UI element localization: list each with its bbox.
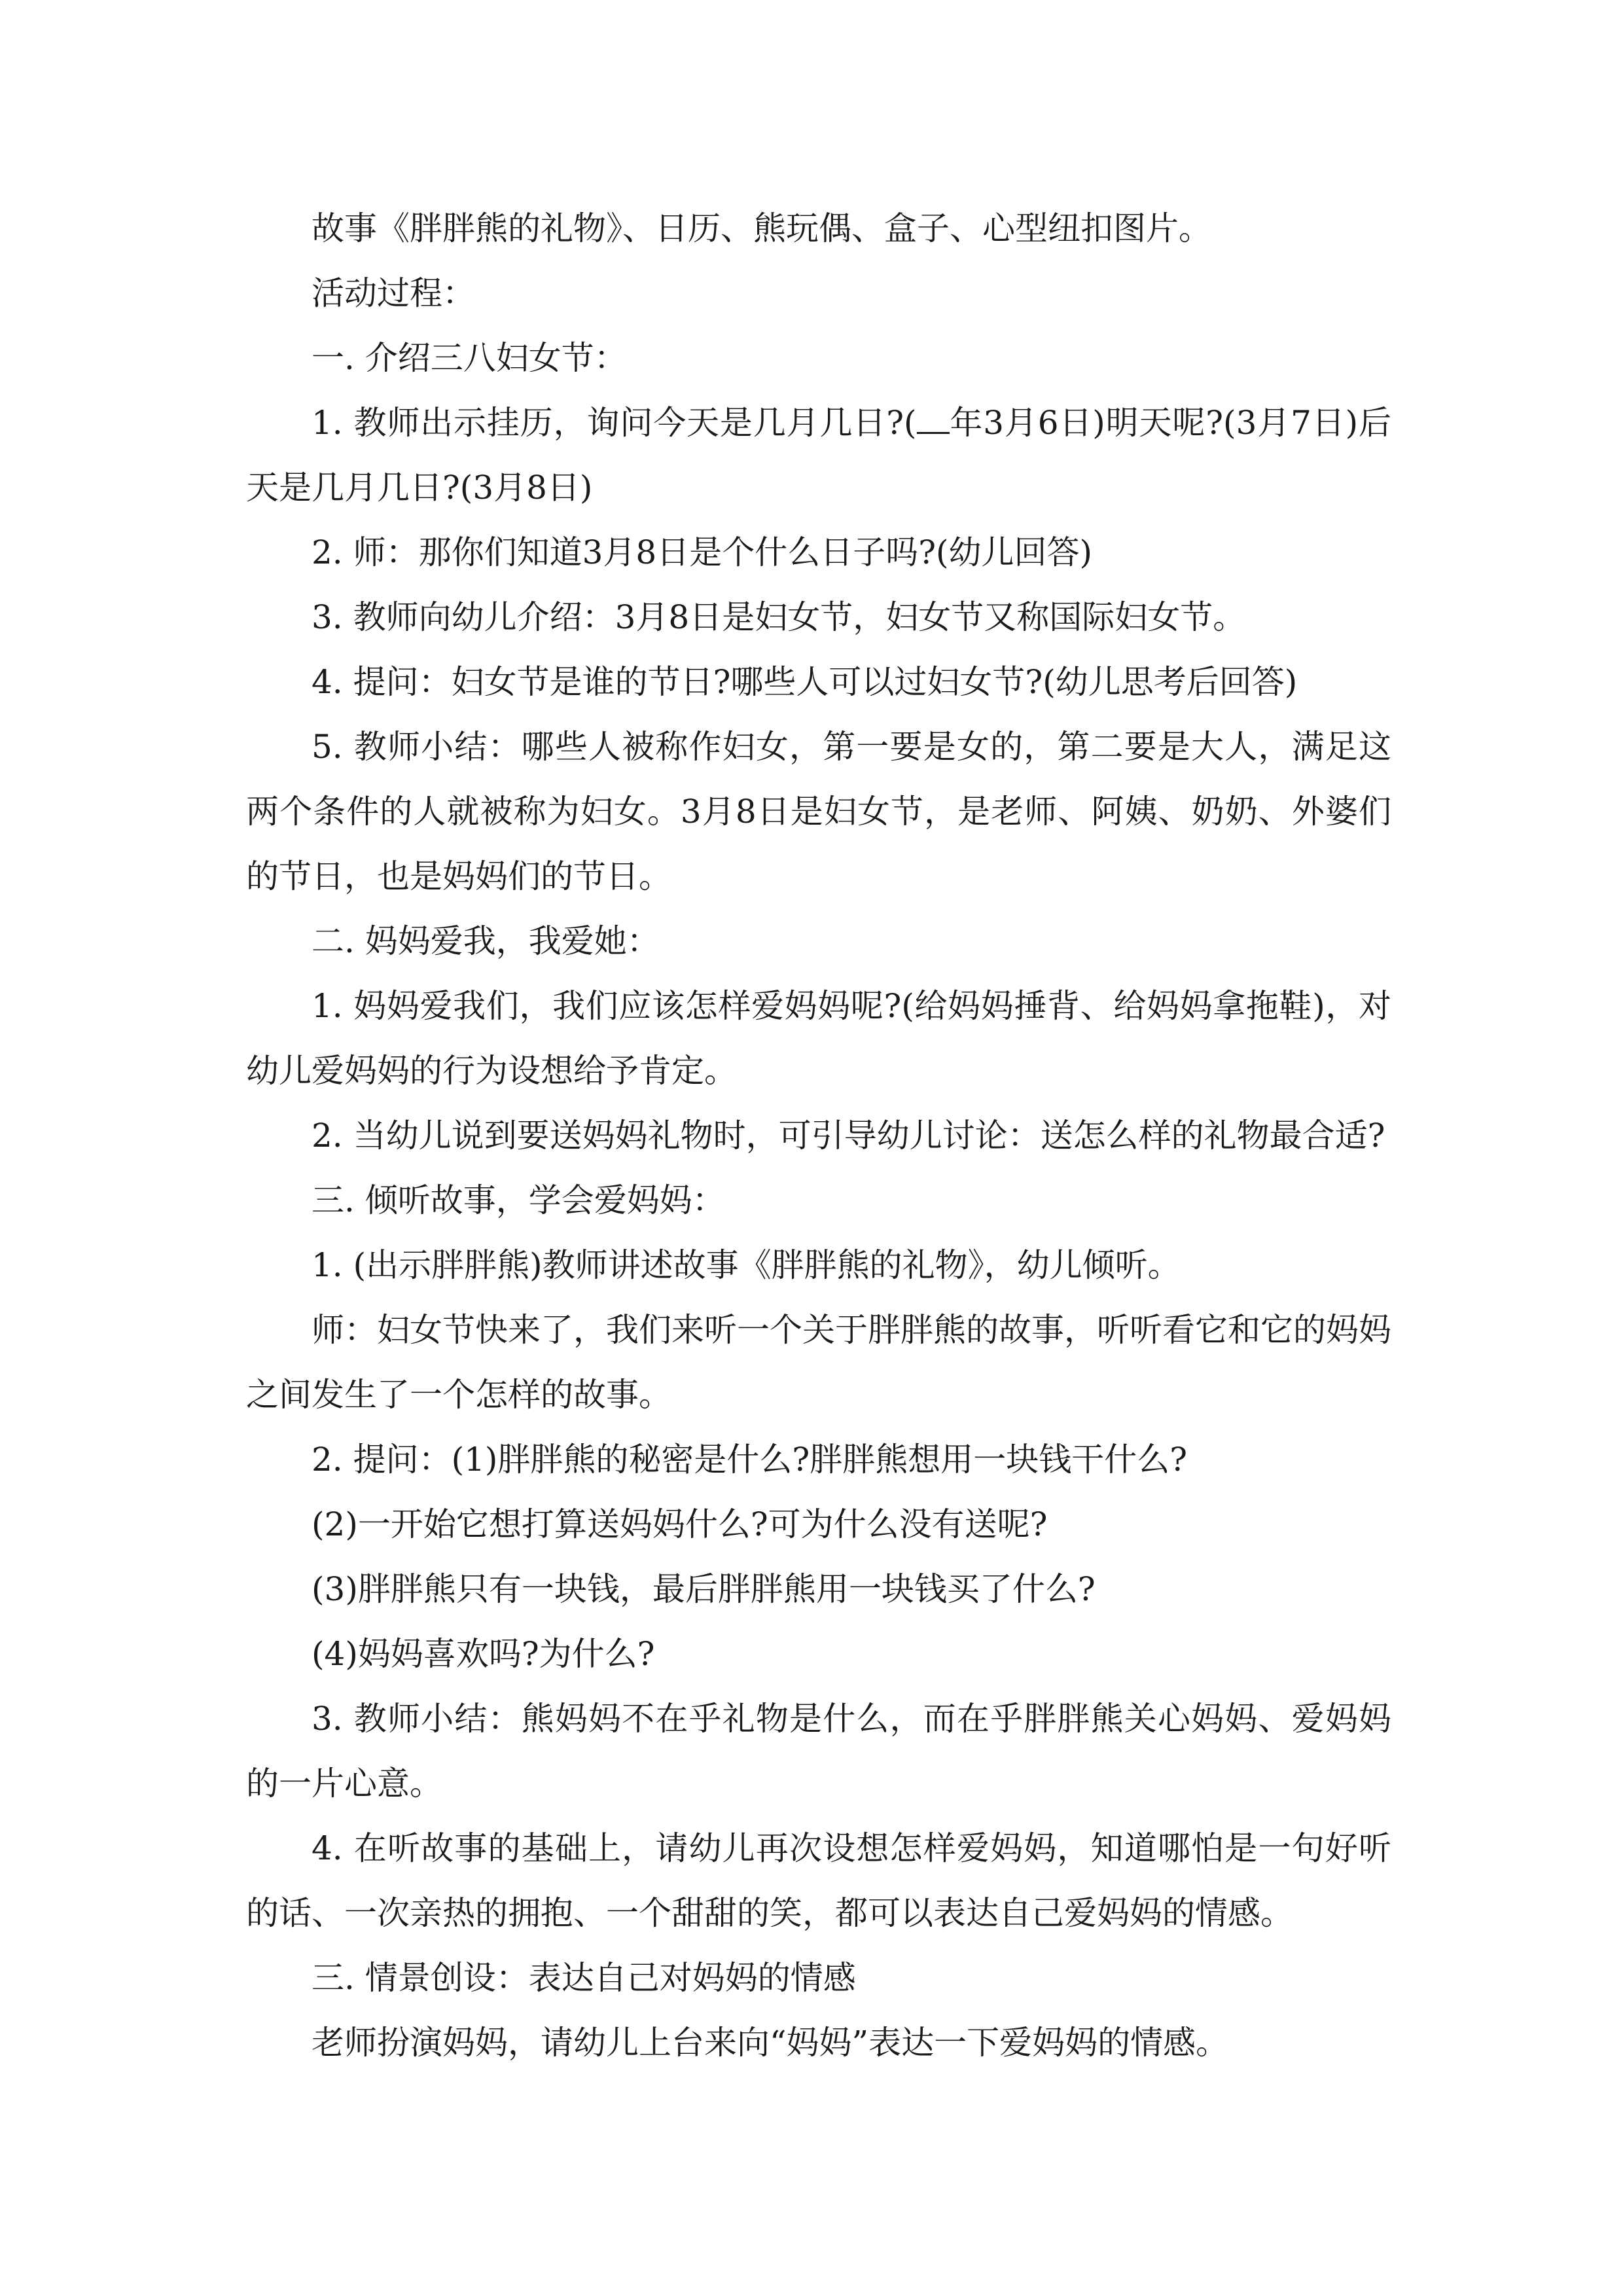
paragraph-question-4: (4)妈妈喜欢吗?为什么? — [312, 1635, 655, 1673]
section-heading-3b: 三. 情景创设：表达自己对妈妈的情感 — [312, 1959, 856, 1997]
document-body — [246, 196, 1391, 2075]
process-heading: 活动过程： — [312, 274, 475, 312]
paragraph-item-2-1: 1. 妈妈爱我们，我们应该怎样爱妈妈呢?(给妈妈捶背、给妈妈拿拖鞋)，对幼儿爱妈妈的行为设想给予肯定。 — [246, 987, 1391, 1090]
paragraph-item-1-2: 2. 师：那你们知道3月8日是个什么日子吗?(幼儿回答) — [312, 533, 1093, 571]
paragraph-item-3-3: 3. 教师小结：熊妈妈不在乎礼物是什么，而在乎胖胖熊关心妈妈、爱妈妈的一片心意。 — [246, 1700, 1391, 1803]
paragraph-item-1-4: 4. 提问：妇女节是谁的节日?哪些人可以过妇女节?(幼儿思考后回答) — [312, 663, 1298, 701]
paragraph-item-1-3: 3. 教师向幼儿介绍：3月8日是妇女节，妇女节又称国际妇女节。 — [312, 598, 1246, 636]
paragraph-item-3-1: 1. (出示胖胖熊)教师讲述故事《胖胖熊的礼物》，幼儿倾听。 — [312, 1246, 1181, 1284]
paragraph-teacher-line: 师：妇女节快来了，我们来听一个关于胖胖熊的故事，听听看它和它的妈妈之间发生了一个怎样的故事。 — [246, 1311, 1391, 1414]
fill-in-blank — [917, 406, 950, 434]
section-heading-2: 二. 妈妈爱我，我爱她： — [312, 922, 660, 960]
section-heading-1: 一. 介绍三八妇女节： — [312, 339, 627, 377]
paragraph-question-3: (3)胖胖熊只有一块钱，最后胖胖熊用一块钱买了什么? — [312, 1570, 1096, 1608]
materials-paragraph: 故事《胖胖熊的礼物》、日历、熊玩偶、盒子、心型纽扣图片。 — [312, 209, 1211, 247]
paragraph-item-2-2: 2. 当幼儿说到要送妈妈礼物时，可引导幼儿讨论：送怎么样的礼物最合适? — [312, 1117, 1385, 1155]
paragraph-closing: 老师扮演妈妈，请幼儿上台来向“妈妈”表达一下爱妈妈的情感。 — [312, 2024, 1229, 2062]
section-heading-3: 三. 倾听故事，学会爱妈妈： — [312, 1181, 725, 1219]
paragraph-item-3-4: 4. 在听故事的基础上，请幼儿再次设想怎样爱妈妈，知道哪怕是一句好听的话、一次亲热的拥抱、一个甜甜的笑，都可以表达自己爱妈妈的情感。 — [246, 1829, 1391, 1932]
item-1-1-before-blank: 1. 教师出示挂历，询问今天是几月几日?( — [312, 404, 917, 442]
item-1-1-after-blank: 年3月6日)明天呢?(3月7日)后天是几月几日?(3月8日) — [246, 404, 1391, 507]
paragraph-question-2: (2)一开始它想打算送妈妈什么?可为什么没有送呢? — [312, 1505, 1048, 1543]
paragraph-item-3-2: 2. 提问：(1)胖胖熊的秘密是什么?胖胖熊想用一块钱干什么? — [312, 1441, 1188, 1479]
paragraph-item-1-1 — [246, 391, 1391, 520]
paragraph-item-1-5: 5. 教师小结：哪些人被称作妇女，第一要是女的，第二要是大人，满足这两个条件的人就被称为妇女。3月8日是妇女节，是老师、阿姨、奶奶、外婆们的节日，也是妈妈们的节日。 — [246, 728, 1391, 895]
